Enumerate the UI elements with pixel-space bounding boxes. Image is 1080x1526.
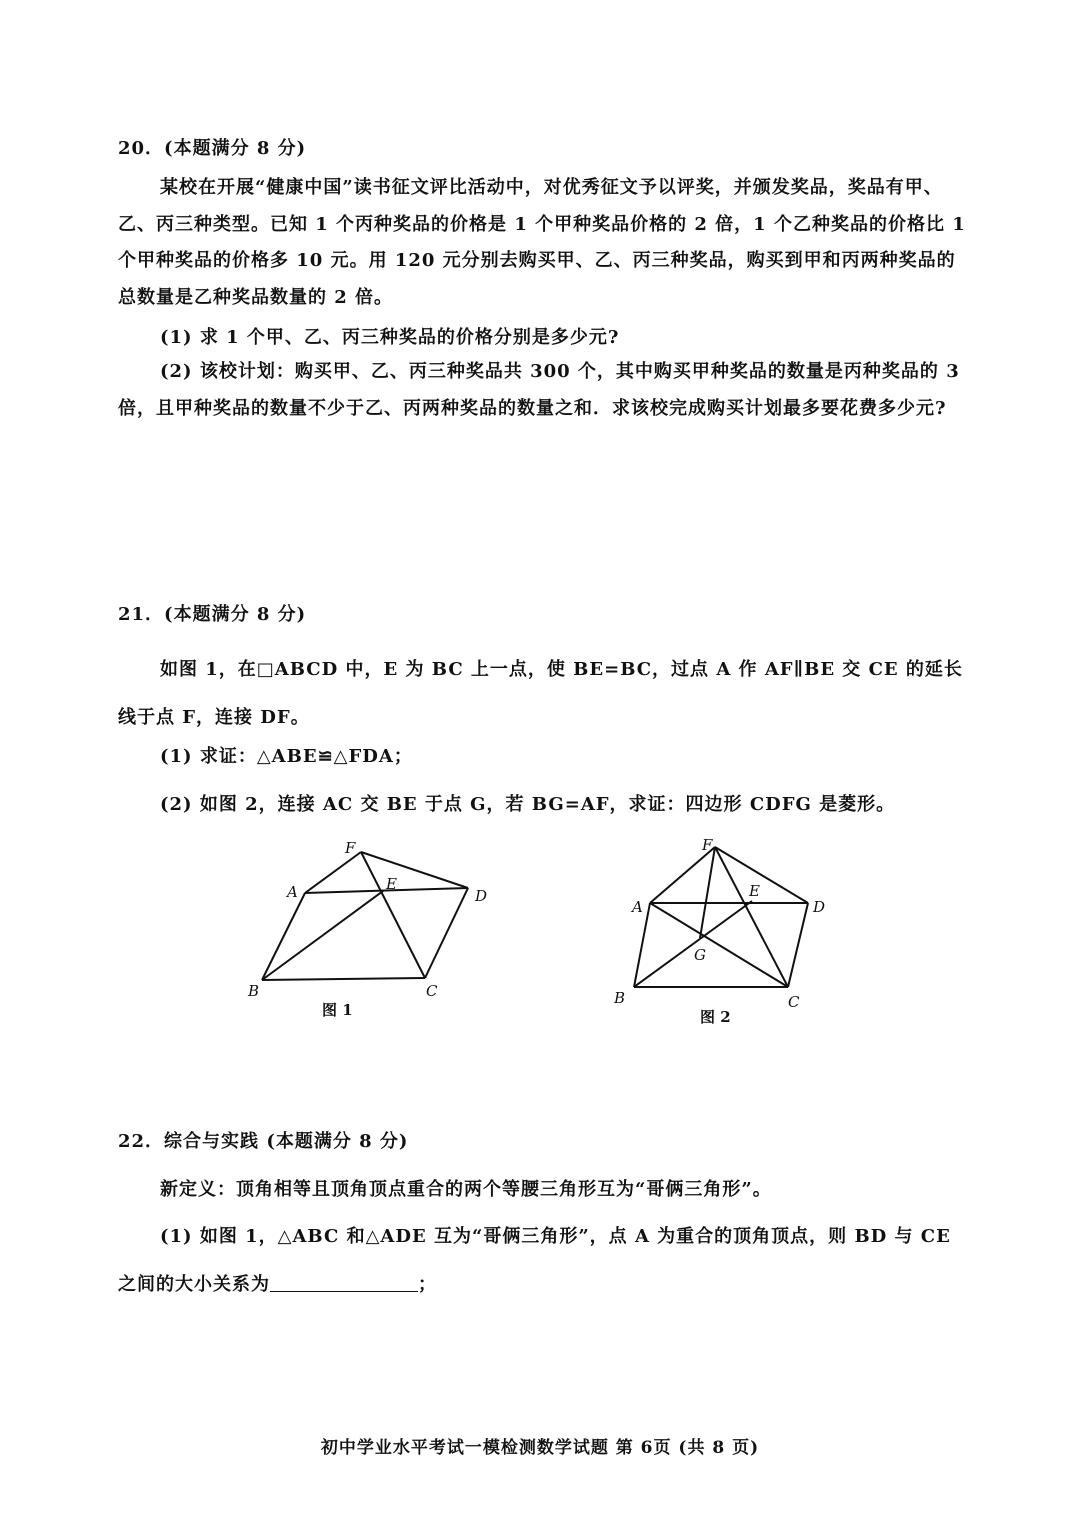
fig1-label-E: E <box>386 875 397 893</box>
seg-BE <box>262 891 383 980</box>
fig2-label-D: D <box>813 898 826 916</box>
fig2-caption: 图 2 <box>700 1008 731 1026</box>
q20-part1: (1) 求 1 个甲、乙、丙三种奖品的价格分别是多少元? <box>160 327 620 348</box>
seg-FA <box>305 852 361 893</box>
fig2-label-C: C <box>788 993 800 1011</box>
q21-part1: (1) 求证：△ABE≌△FDA； <box>160 746 413 767</box>
seg-CD <box>425 888 468 978</box>
q22-part1-line2 <box>118 1270 968 1296</box>
seg-AB <box>262 893 305 980</box>
q21-body: 如图 1，在□ABCD 中，E 为 BC 上一点，使 BE=BC，过点 A 作 AF∥BE 交 CE 的延长线于点 F，连接 DF。 <box>118 659 963 728</box>
q20-body: 某校在开展“健康中国”读书征文评比活动中，对优秀征文予以评奖，并颁发奖品，奖品有甲、乙、丙三种类型。已知 1 个丙种奖品的价格是 1 个甲种奖品价格的 2 倍，1 个乙种奖品的价格比 1 个甲种奖品的价格多 10 元。用 120 元分别去购买甲、乙、丙三种奖品，购买到甲和丙两种奖品的总数量是乙种奖品数量的 2 倍。 <box>118 177 966 308</box>
q22-part1-line1: (1) 如图 1，△ABC 和△ADE 互为“哥俩三角形”，点 A 为重合的顶角顶点，则 BD 与 CE <box>160 1226 951 1247</box>
figure-2-diagram <box>600 830 840 1030</box>
fig2-label-B: B <box>614 989 626 1007</box>
seg-AC <box>650 903 788 987</box>
seg-BE <box>634 901 752 987</box>
fig1-label-A: A <box>287 883 298 901</box>
fig2-label-G: G <box>694 946 706 964</box>
seg-BC <box>262 978 425 980</box>
q21-header: 21．(本题满分 8 分) <box>118 604 307 625</box>
seg-CD <box>788 903 808 987</box>
fig1-label-C: C <box>426 982 438 1000</box>
q22-part1-prompt: 之间的大小关系为 <box>118 1274 270 1295</box>
q21-part2: (2) 如图 2，连接 AC 交 BE 于点 G，若 BG=AF，求证：四边形 CDFG 是菱形。 <box>160 794 896 815</box>
fig1-caption: 图 1 <box>322 1001 353 1019</box>
fig1-label-B: B <box>248 982 260 1000</box>
fig1-label-D: D <box>475 887 488 905</box>
fig1-label-F: F <box>345 839 356 857</box>
q20-header: 20．(本题满分 8 分) <box>118 138 307 159</box>
fig2-label-E: E <box>749 882 760 900</box>
fig2-label-F: F <box>702 836 713 854</box>
q22-header: 22．综合与实践 (本题满分 8 分) <box>118 1131 409 1152</box>
q20-part2: (2) 该校计划：购买甲、乙、丙三种奖品共 300 个，其中购买甲种奖品的数量是丙种奖品的 3 倍，且甲种奖品的数量不少于乙、丙两种奖品的数量之和．求该校完成购买计划最多要花费多少元? <box>118 361 960 419</box>
fig2-label-A: A <box>632 898 643 916</box>
q22-part1-end: ； <box>418 1274 437 1295</box>
figure-1-diagram <box>240 830 510 1030</box>
q22-definition: 新定义：顶角相等且顶角顶点重合的两个等腰三角形互为“哥俩三角形”。 <box>160 1179 772 1200</box>
seg-FA <box>650 847 715 903</box>
answer-blank[interactable] <box>270 1273 418 1292</box>
page-footer: 初中学业水平考试一模检测数学试题 第 6页 (共 8 页) <box>320 1438 760 1458</box>
seg-FG <box>700 847 715 938</box>
